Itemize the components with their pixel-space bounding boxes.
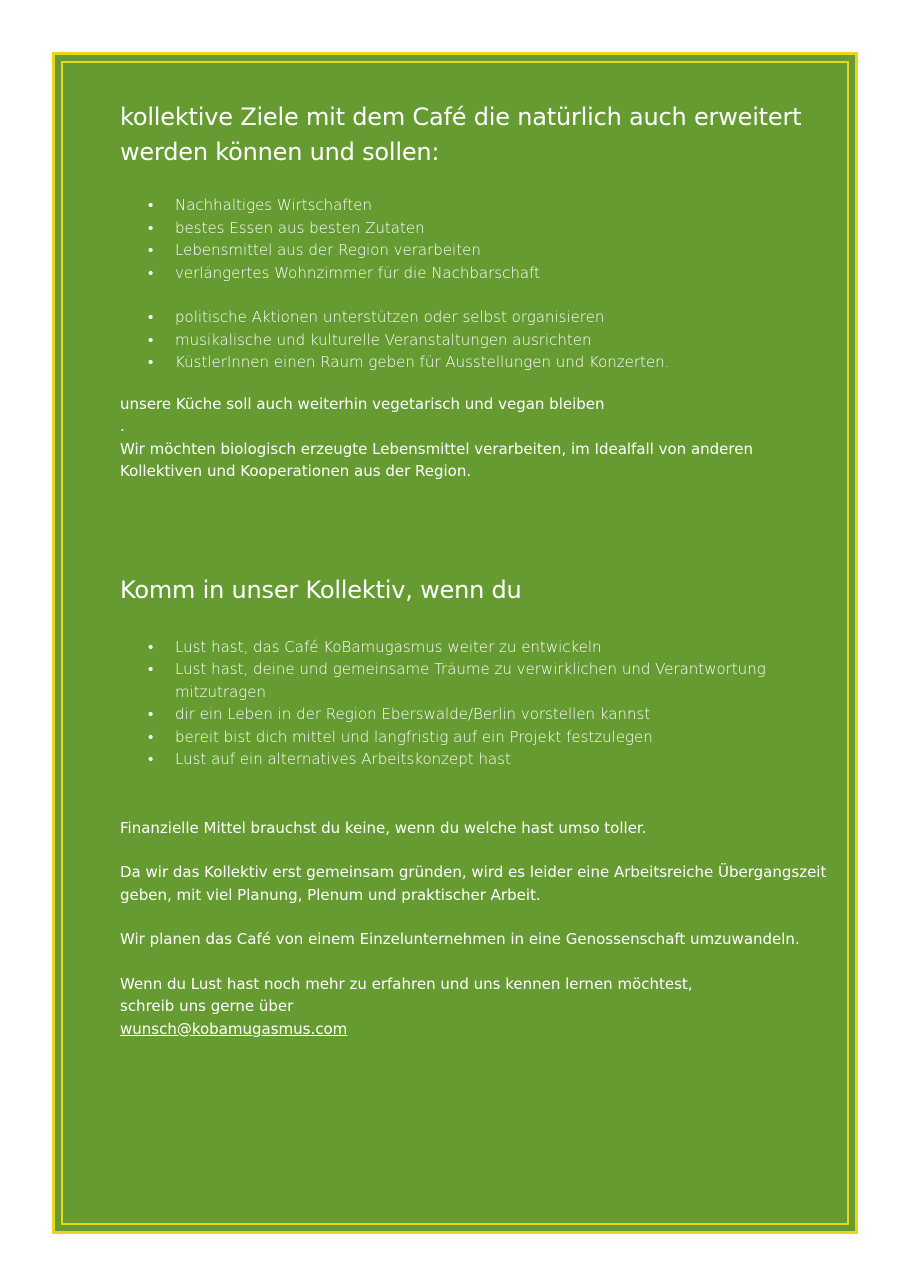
page-content (120, 100, 845, 1040)
list-item: • bereit bist dich mittel und langfristig auf ein Projekt festzulegen (148, 726, 845, 749)
bullet-icon: • (148, 353, 154, 371)
bullet-icon: • (148, 308, 154, 326)
bullet-icon: • (148, 196, 154, 214)
bullet-icon: • (148, 727, 154, 746)
goals-list-1 (120, 194, 845, 284)
list-item: • KüstlerInnen einen Raum geben für Ausstellungen und Konzerten. (148, 351, 845, 374)
kitchen-paragraph-dot: . (120, 417, 125, 435)
bullet-icon: • (148, 263, 154, 282)
list-item: • musikalische und kulturelle Veranstaltungen ausrichten (148, 329, 845, 352)
bullet-icon: • (148, 218, 154, 237)
finance-paragraph: Finanzielle Mittel brauchst du keine, wenn du welche hast umso toller. (120, 818, 647, 837)
join-heading: Komm in unser Kollektiv, wenn du (120, 575, 522, 604)
kitchen-paragraph: unsere Küche soll auch weiterhin vegetarisch und vegan bleiben . Wir möchten biologisch erzeugte Lebensmittel verarbeiten, im Idealfall von anderen Kollektiven und Kooperationen aus der Region. (120, 394, 753, 480)
bullet-icon: • (148, 660, 154, 678)
goals-list-2 (120, 306, 845, 374)
list-item: • politische Aktionen unterstützen oder selbst organisieren (148, 306, 845, 329)
list-item: • Lust hast, das Café KoBamugasmus weiter zu entwickeln (148, 636, 845, 659)
list-item: • verlängertes Wohnzimmer für die Nachbarschaft (148, 262, 845, 285)
goals-heading-line1: kollektive Ziele mit dem Café die natürlich auch erweitert (120, 103, 802, 131)
goals-heading (120, 100, 845, 170)
list-item: • Nachhaltiges Wirtschaften (148, 194, 845, 217)
kollektiv-paragraph: Da wir das Kollektiv erst gemeinsam gründen, wird es leider eine Arbeitsreiche Übergangszeit geben, mit viel Planung, Plenum und praktischer Arbeit. (120, 863, 827, 904)
list-item: • Lust hast, deine und gemeinsame Träume zu verwirklichen und Verantwortung mitzutragen (148, 660, 766, 701)
contact-paragraph: Wenn du Lust hast noch mehr zu erfahren und uns kennen lernen möchtest, schreib uns gerne über wunsch@kobamugasmus.com (120, 974, 693, 1038)
list-item: • dir ein Leben in der Region Eberswalde/Berlin vorstellen kannst (148, 703, 845, 726)
genossenschaft-paragraph: Wir planen das Café von einem Einzelunternehmen in eine Genossenschaft umzuwandeln. (120, 930, 800, 948)
list-item: • Lebensmittel aus der Region verarbeiten (148, 239, 845, 262)
goals-heading-line2: werden können und sollen: (120, 138, 440, 166)
list-item: • Lust auf ein alternatives Arbeitskonzept hast (148, 748, 845, 771)
list-item: • bestes Essen aus besten Zutaten (148, 217, 845, 240)
bullet-icon: • (148, 705, 154, 723)
bullet-icon: • (148, 330, 154, 349)
bullet-icon: • (148, 637, 154, 656)
bullet-icon: • (148, 241, 154, 259)
email-link[interactable]: wunsch@kobamugasmus.com (120, 1019, 348, 1038)
join-list (120, 636, 845, 771)
bullet-icon: • (148, 750, 154, 768)
